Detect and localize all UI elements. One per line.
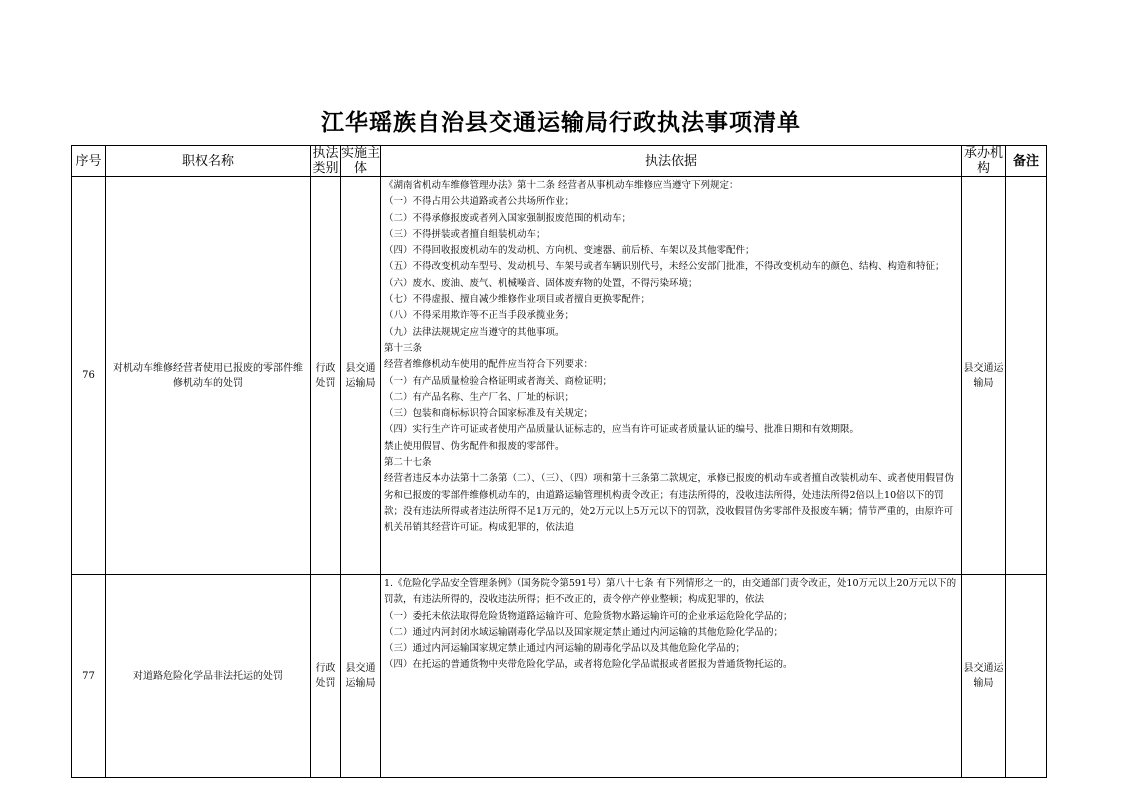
basis-line: （四）实行生产许可证或者使用产品质量认证标志的，应当有许可证或者质量认证的编号、批准日期和有效期限。 bbox=[384, 424, 860, 436]
basis-line: （四）在托运的普通货物中夹带危险化学品，或者将危险化学品谎报或者匿报为普通货物托运的。 bbox=[384, 659, 793, 671]
basis-line: （一）不得占用公共道路或者公共场所作业； bbox=[384, 196, 575, 208]
header-seq: 序号 bbox=[72, 146, 106, 177]
basis-line: （四）不得回收报废机动车的发动机、方向机、变速器、前后桥、车架以及其他零配件； bbox=[384, 245, 755, 257]
row-note bbox=[1006, 575, 1047, 778]
row-seq: 76 bbox=[72, 177, 106, 575]
header-basis: 执法依据 bbox=[381, 146, 962, 177]
row-name: 对机动车维修经营者使用已报废的零部件维修机动车的处罚 bbox=[106, 177, 311, 575]
row-org: 县交通运输局 bbox=[962, 575, 1006, 778]
row-subject: 县交通运输局 bbox=[341, 177, 381, 575]
basis-line: 第十三条 bbox=[384, 342, 423, 354]
row-name: 对道路危险化学品非法托运的处罚 bbox=[106, 575, 311, 778]
basis-line: （二）通过内河封闭水域运输剧毒化学品以及国家规定禁止通过内河运输的其他危险化学品的； bbox=[384, 626, 784, 638]
table-row bbox=[72, 575, 1047, 778]
basis-line: 经营者维修机动车使用的配件应当符合下列要求： bbox=[384, 359, 594, 371]
basis-line: （三）不得拼装或者擅自组装机动车； bbox=[384, 228, 546, 240]
basis-line: （三）通过内河运输国家规定禁止通过内河运输的剧毒化学品以及其他危险化学品的； bbox=[384, 643, 746, 655]
basis-line: 经营者违反本办法第十二条第（二）、（三）、（四）项和第十三条第二款规定，承修已报废的机动车或者擅自改装机动车、或者使用假冒伪劣和已报废的零部件维修机动车的，由道路运输管理机构责令改正；有违法所得的，没收违法所得，处违法所得2倍以上10倍以下的罚款；没有违法所得或者违法所得不足1万元的，处2万元以上5万元以下的罚款，没收假冒伪劣零部件及报废车辆；情节严重的，由原许可机关吊销其经营许可证。构成犯罪的，依法追 bbox=[384, 473, 955, 534]
basis-line: （三）包装和商标标识符合国家标准及有关规定； bbox=[384, 408, 594, 420]
row-type: 行政处罚 bbox=[311, 177, 341, 575]
row-basis bbox=[381, 575, 962, 778]
basis-line: （八）不得采用欺诈等不正当手段承揽业务； bbox=[384, 310, 575, 322]
basis-line: （一）有产品质量检验合格证明或者海关、商检证明； bbox=[384, 375, 613, 387]
basis-line: （六）废水、废油、废气、机械噪音、固体废弃物的处置，不得污染环境； bbox=[384, 277, 698, 289]
basis-line: 禁止使用假冒、伪劣配件和报废的零部件。 bbox=[384, 440, 565, 452]
header-subject: 实施主体 bbox=[341, 146, 381, 176]
basis-line: （七）不得虚报、擅自减少维修作业项目或者擅自更换零配件； bbox=[384, 294, 651, 306]
basis-line: （五）不得改变机动车型号、发动机号、车架号或者车辆识别代号，未经公安部门批准，不得改变机动车的颜色、结构、构造和特征； bbox=[384, 261, 945, 273]
basis-line: 第二十七条 bbox=[384, 457, 432, 469]
basis-line: （一）委托未依法取得危险货物道路运输许可、危险货物水路运输许可的企业承运危险化学品的； bbox=[384, 610, 793, 622]
table-row bbox=[72, 177, 1047, 575]
header-name: 职权名称 bbox=[106, 146, 311, 177]
page-title: 江华瑶族自治县交通运输局行政执法事项清单 bbox=[321, 109, 801, 136]
header-note: 备注 bbox=[1006, 146, 1047, 177]
basis-line: （二）不得承修报废或者列入国家强制报废范围的机动车； bbox=[384, 212, 632, 224]
row-seq: 77 bbox=[72, 575, 106, 778]
header-type: 执法类别 bbox=[312, 146, 339, 176]
header-org: 承办机构 bbox=[962, 146, 1006, 177]
basis-line: （二）有产品名称、生产厂名、厂址的标识； bbox=[384, 391, 575, 403]
row-basis bbox=[381, 177, 962, 575]
header-row bbox=[72, 146, 1047, 177]
row-note bbox=[1006, 177, 1047, 575]
row-type: 行政处罚 bbox=[311, 575, 341, 778]
enforcement-table bbox=[71, 145, 1046, 689]
row-subject: 县交通运输局 bbox=[341, 575, 381, 778]
basis-line: （九）法律法规规定应当遵守的其他事项。 bbox=[384, 326, 565, 338]
row-org: 县交通运输局 bbox=[962, 177, 1006, 575]
basis-line: 1.《危险化学品安全管理条例》（国务院令第591号）第八十七条 有下列情形之一的，由交通部门责令改正，处10万元以上20万元以下的罚款，有违法所得的，没收违法所得；拒不改正的，责令停产停业整顿；构成犯罪的，依法 bbox=[384, 578, 957, 606]
basis-line: 《湖南省机动车维修管理办法》第十二条 经营者从事机动车维修应当遵守下列规定： bbox=[384, 180, 739, 191]
